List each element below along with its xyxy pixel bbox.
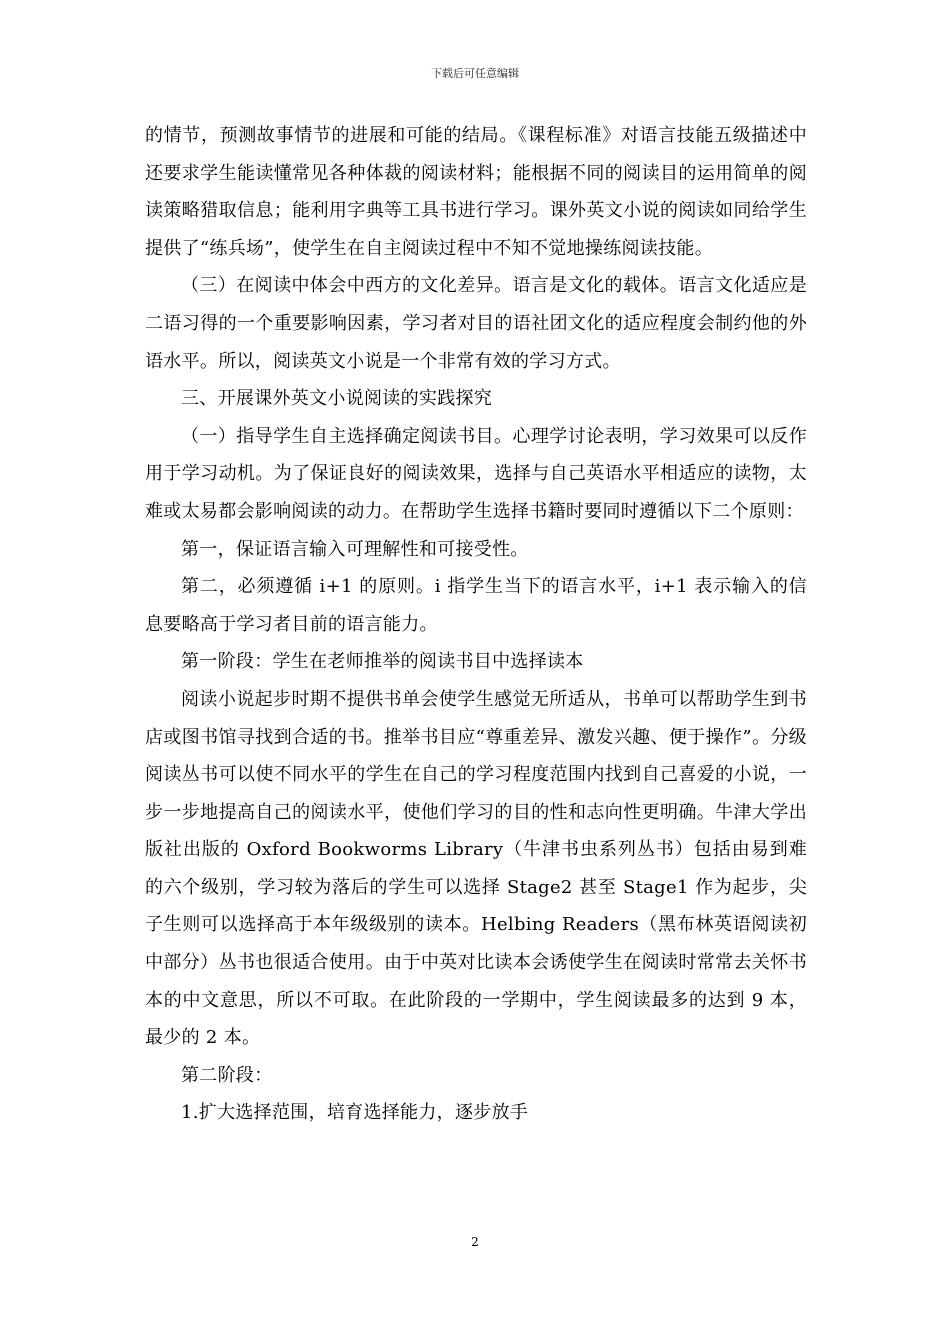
paragraph-stage-one: 阅读小说起步时期不提供书单会使学生感觉无所适从，书单可以帮助学生到书店或图书馆寻找到合适的书。推举书目应“尊重差异、激发兴趣、便于操作”。分级阅读丛书可以使不同水平的学生在自己的学习程度范围内找到自己喜爱的小说，一步一步地提高自己的阅读水平，使他们学习的目的性和志向性更明确。牛津大学出版社出版的 Oxford Bookworms Library（牛津书虫系列丛书）包括由易到难的六个级别，学习较为落后的学生可以选择 Stage2 甚至 Stage1 作为起步，尖子生则可以选择高于本年级级别的读本。Helbing Readers（黑布林英语阅读初中部分）丛书也很适合使用。由于中英对比读本会诱使学生在阅读时常常去关怀书本的中文意思，所以不可取。在此阶段的一学期中，学生阅读最多的达到 9 本，最少的 2 本。	[145, 688, 807, 1049]
stage-two-heading: 第二阶段：	[181, 1064, 273, 1086]
paragraph-cultural-difference: （三）在阅读中体会中西方的文化差异。语言是文化的载体。语言文化适应是二语习得的一个重要影响因素，学习者对目的语社团文化的适应程度会制约他的外语水平。所以，阅读英文小说是一个非常有效的学习方式。	[145, 275, 807, 372]
page-number: 2	[471, 1235, 479, 1249]
document-body	[145, 117, 807, 1132]
section-heading-practice: 三、开展课外英文小说阅读的实践探究	[181, 388, 493, 410]
principle-two: 第二，必须遵循 i+1 的原则。i 指学生当下的语言水平，i+1 表示输入的信息要略高于学习者目前的语言能力。	[145, 576, 807, 635]
paragraph-book-selection: （一）指导学生自主选择确定阅读书目。心理学讨论表明，学习效果可以反作用于学习动机。为了保证良好的阅读效果，选择与自己英语水平相适应的读物，太难或太易都会影响阅读的动力。在帮助学生选择书籍时要同时遵循以下二个原则：	[145, 425, 807, 522]
list-item-expand-scope: 1.扩大选择范围，培育选择能力，逐步放手	[181, 1102, 529, 1124]
paragraph-reading-skills: 的情节，预测故事情节的进展和可能的结局。《课程标准》对语言技能五级描述中还要求学生能读懂常见各种体裁的阅读材料；能根据不同的阅读目的运用简单的阅读策略猎取信息；能利用字典等工具书进行学习。课外英文小说的阅读如同给学生提供了“练兵场”，使学生在自主阅读过程中不知不觉地操练阅读技能。	[145, 125, 807, 259]
principle-one: 第一，保证语言输入可理解性和可接受性。	[181, 538, 529, 560]
stage-one-heading: 第一阶段：学生在老师推举的阅读书目中选择读本	[181, 651, 584, 673]
page-header: 下载后可任意编辑	[431, 67, 519, 80]
